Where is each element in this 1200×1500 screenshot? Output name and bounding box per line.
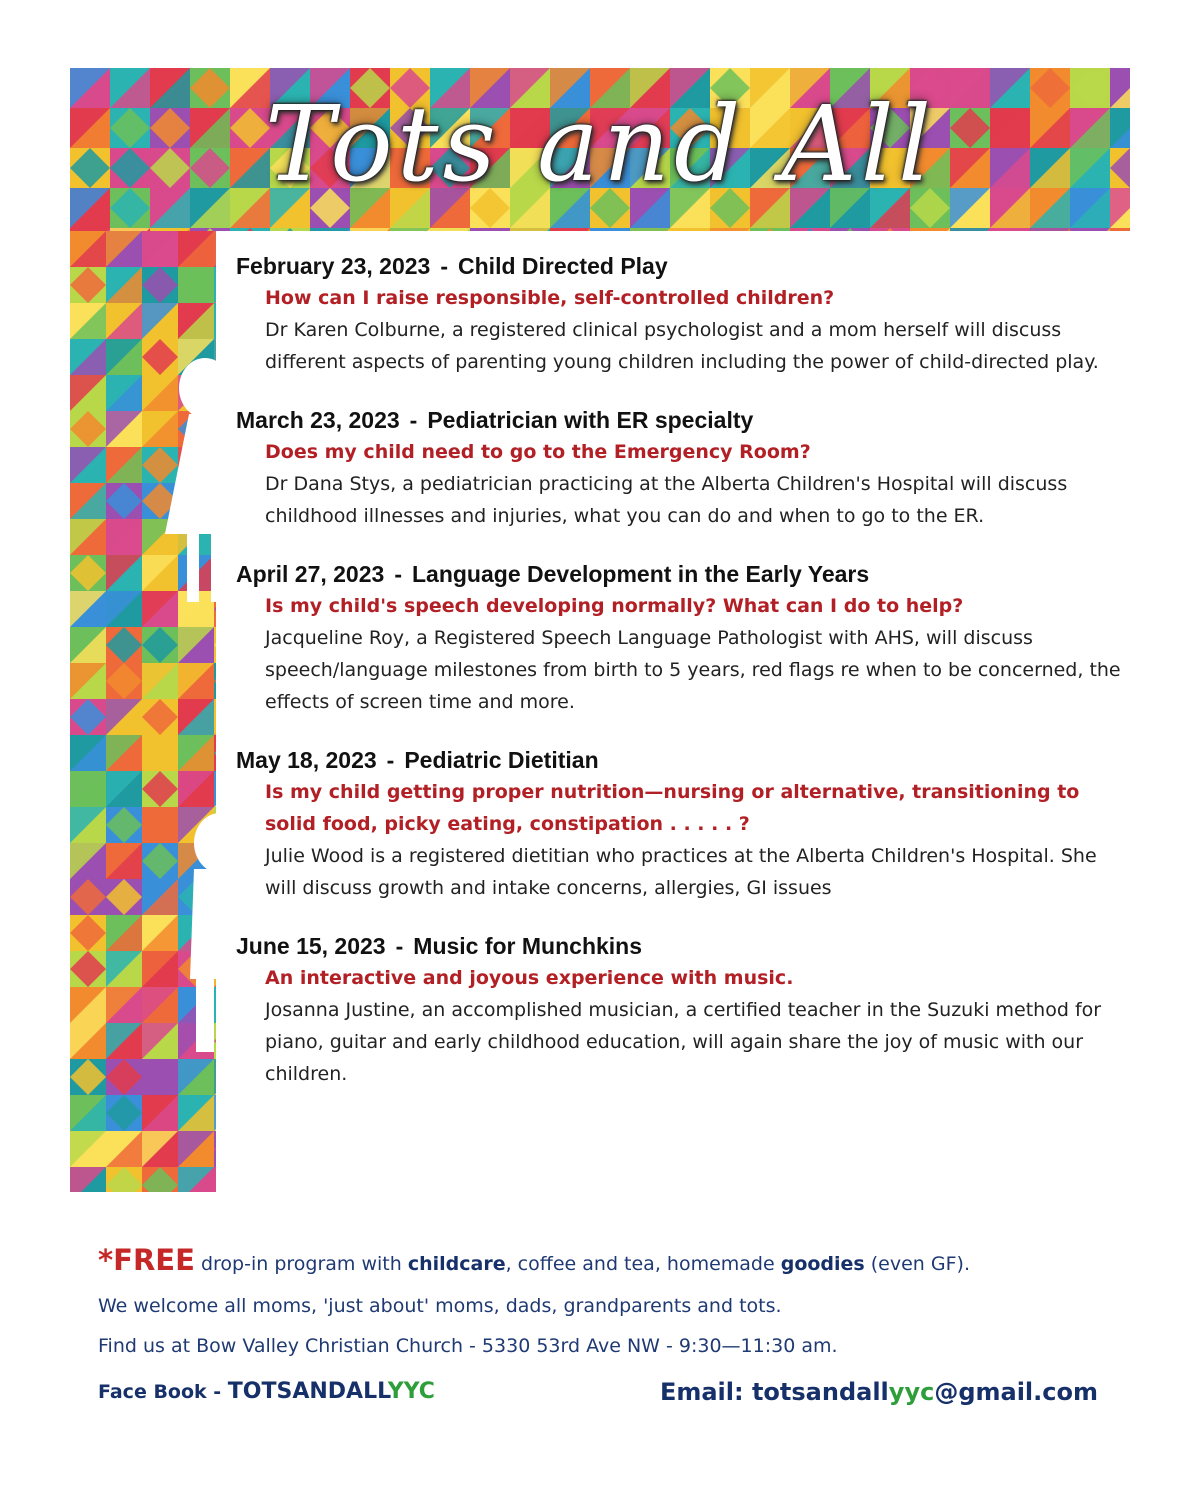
email-label: Email: totsandall [659, 1378, 889, 1406]
event-separator: - [394, 561, 402, 587]
event-topic: Music for Munchkins [413, 933, 643, 959]
event-description: Julie Wood is a registered dietitian who practices at the Alberta Children's Hospital. She will discuss growth and intake concerns, allergies, GI issues [265, 845, 1097, 899]
contact-line [98, 1372, 1138, 1412]
event-separator: - [409, 407, 418, 433]
program-text-2: , coffee and tea, homemade [505, 1253, 781, 1275]
childcare-text: childcare [407, 1253, 506, 1275]
program-text-3: (even GF). [864, 1253, 970, 1275]
event-item [236, 930, 1136, 1090]
header-banner [70, 68, 1130, 231]
event-question: How can I raise responsible, self-controlled children? [265, 287, 835, 309]
event-topic: Pediatric Dietitian [404, 747, 599, 773]
side-strip [70, 231, 216, 1192]
event-description: Jacqueline Roy, a Registered Speech Language Pathologist with AHS, will discuss speech/language milestones from birth to 5 years, red flags re when to be concerned, the effects of screen time and more. [265, 627, 1121, 713]
event-heading [236, 744, 1136, 776]
event-topic: Pediatrician with ER specialty [427, 407, 754, 433]
welcome-line: We welcome all moms, 'just about' moms, dads, grandparents and tots. [98, 1295, 782, 1317]
event-topic: Child Directed Play [458, 253, 668, 279]
facebook-handle [228, 1379, 435, 1404]
event-question: Does my child need to go to the Emergency Room? [265, 441, 811, 463]
goodies-text: goodies [780, 1253, 865, 1275]
page-title: Tots and All [264, 82, 936, 205]
event-question: An interactive and joyous experience with music. [265, 967, 794, 989]
event-heading [236, 404, 1136, 436]
event-item [236, 558, 1136, 718]
event-date: May 18, 2023 [236, 747, 377, 773]
free-label: *FREE [98, 1243, 195, 1277]
email-yyc: yyc [888, 1378, 935, 1406]
event-list [236, 250, 1136, 1116]
facebook-info [98, 1372, 435, 1412]
event-date: March 23, 2023 [236, 407, 400, 433]
event-item [236, 404, 1136, 532]
event-question: Is my child's speech developing normally? What can I do to help? [265, 595, 964, 617]
event-separator: - [440, 253, 449, 279]
facebook-handle-main: TOTSANDALL [227, 1379, 388, 1404]
event-heading [236, 558, 1136, 590]
location-line: Find us at Bow Valley Christian Church - 5330 53rd Ave NW - 9:30—11:30 am. [98, 1335, 838, 1357]
event-date: February 23, 2023 [236, 253, 431, 279]
event-description: Dr Dana Stys, a pediatrician practicing at the Alberta Children's Hospital will discuss childhood illnesses and injuries, what you can do and when to go to the ER. [265, 473, 1068, 527]
event-heading [236, 250, 1136, 282]
event-date: June 15, 2023 [236, 933, 386, 959]
event-question: Is my child getting proper nutrition—nursing or alternative, transitioning to solid food, picky eating, constipation . . . . . ? [265, 781, 1080, 835]
event-description: Dr Karen Colburne, a registered clinical psychologist and a mom herself will discuss different aspects of parenting young children including the power of child-directed play. [265, 319, 1099, 373]
event-separator: - [386, 747, 395, 773]
event-date: April 27, 2023 [236, 561, 385, 587]
event-heading [236, 930, 1136, 962]
email-info [660, 1372, 1098, 1412]
email-domain: @gmail.com [934, 1378, 1098, 1406]
event-topic: Language Development in the Early Years [411, 561, 870, 587]
facebook-handle-yyc: YYC [387, 1379, 435, 1404]
facebook-label: Face Book - [98, 1381, 228, 1403]
program-line [98, 1238, 1138, 1286]
colorful-blocks-pattern-side [70, 231, 216, 1192]
event-item [236, 744, 1136, 904]
footer-info [98, 1238, 1138, 1412]
event-description: Josanna Justine, an accomplished musician, a certified teacher in the Suzuki method for piano, guitar and early childhood education, will again share the joy of music with our children. [265, 999, 1102, 1085]
event-separator: - [395, 933, 404, 959]
program-text-1: drop-in program with [194, 1253, 408, 1275]
event-item [236, 250, 1136, 378]
